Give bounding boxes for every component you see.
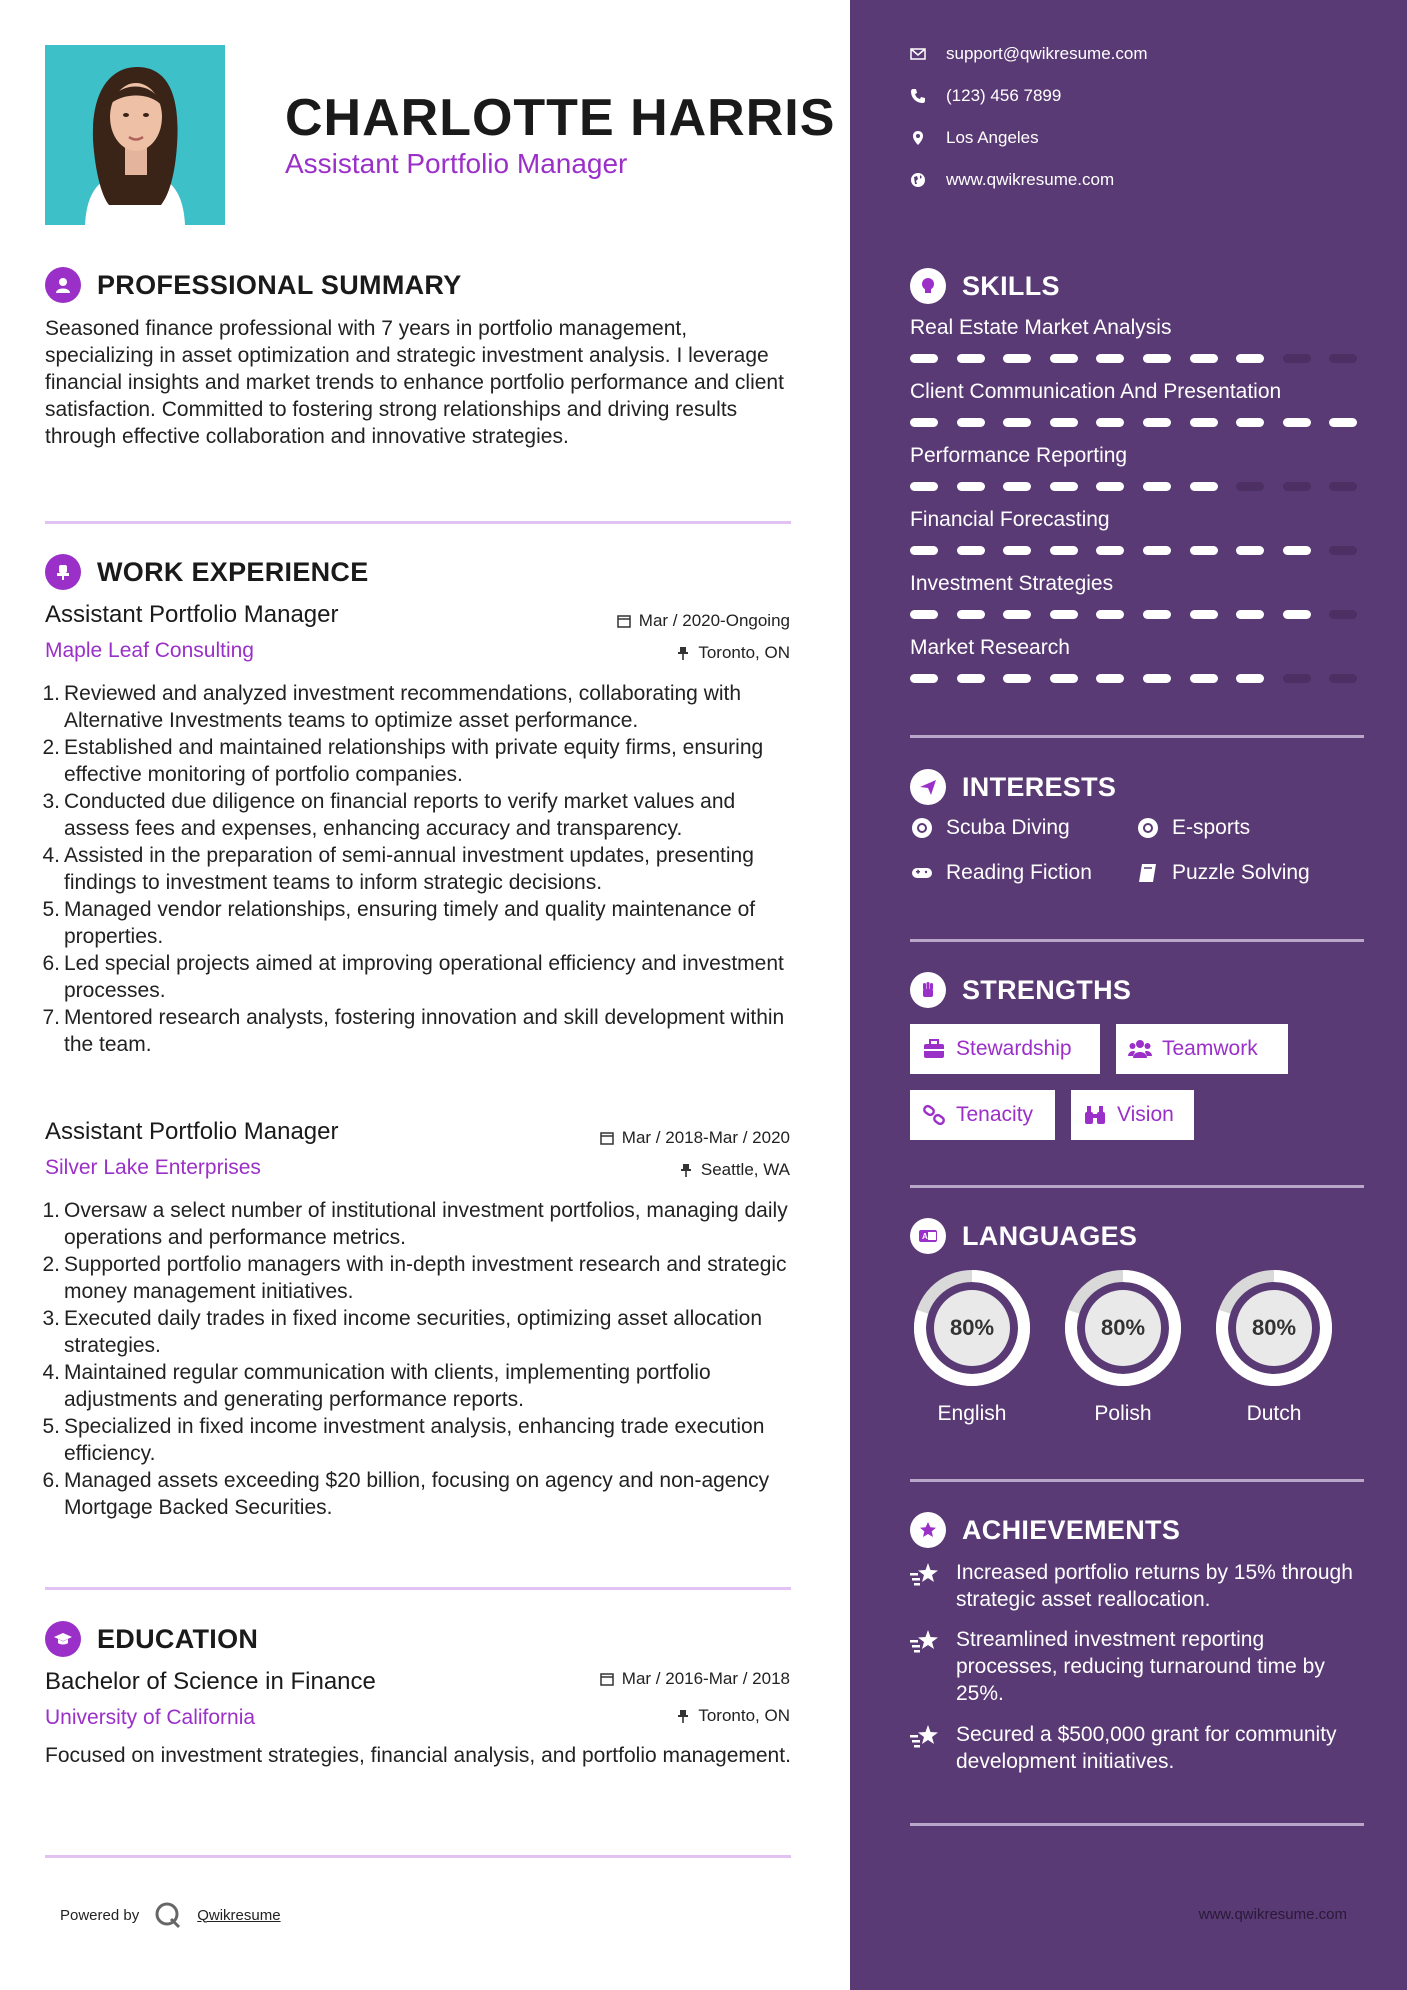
achievement-text: Streamlined investment reporting processes, reducing turnaround time by 25%. <box>956 1628 1325 1705</box>
job-company: Silver Lake Enterprises <box>45 1156 261 1179</box>
divider <box>45 1855 791 1858</box>
skill-level-dash <box>1190 546 1218 555</box>
skill-level-dash <box>1096 354 1124 363</box>
skill-name: Market Research <box>910 636 1070 659</box>
job-company: Maple Leaf Consulting <box>45 639 254 662</box>
powered-by-label: Powered by <box>60 1906 140 1924</box>
language-name: Polish <box>1094 1402 1152 1425</box>
book-icon <box>1136 861 1160 885</box>
skills-title: SKILLS <box>962 270 1060 301</box>
pin-icon <box>676 1709 690 1723</box>
strength-label: Stewardship <box>956 1037 1072 1060</box>
interest-label: Reading Fiction <box>946 861 1092 884</box>
skill-level-dash <box>1283 546 1311 555</box>
job-location <box>679 1160 790 1180</box>
skill-level-dash <box>1283 610 1311 619</box>
skill-name: Performance Reporting <box>910 444 1128 467</box>
education-location <box>676 1706 790 1726</box>
skill-item <box>910 444 1364 492</box>
skill-level-bar <box>910 354 1364 364</box>
skill-level-dash <box>1329 674 1357 683</box>
skill-level-dash <box>1190 610 1218 619</box>
chair-icon <box>45 554 81 590</box>
skill-level-dash <box>1050 546 1078 555</box>
skill-name: Client Communication And Presentation <box>910 380 1282 403</box>
users-icon <box>1128 1038 1152 1060</box>
profile-photo <box>45 45 225 225</box>
skill-level-dash <box>910 674 938 683</box>
list-item: 3. Executed daily trades in fixed income securities, optimizing asset allocation strategies. <box>42 1307 763 1357</box>
skill-level-dash <box>957 674 985 683</box>
list-item: 1. Oversaw a select number of institutional investment portfolios, managing daily operations and performance metrics. <box>42 1199 788 1249</box>
skill-level-dash <box>1236 610 1264 619</box>
pin-icon <box>679 1163 693 1177</box>
interest-label: Puzzle Solving <box>1172 861 1310 884</box>
skill-level-dash <box>1096 418 1124 427</box>
strength-tag <box>1071 1090 1194 1140</box>
graduation-cap-icon <box>45 1621 81 1657</box>
skill-level-dash <box>1143 546 1171 555</box>
education-dates <box>600 1669 790 1689</box>
envelope-icon <box>910 46 926 62</box>
globe-icon <box>910 172 926 188</box>
skill-level-dash <box>1190 674 1218 683</box>
job-location-text: Seattle, WA <box>700 1160 790 1179</box>
list-item: 4. Assisted in the preparation of semi-annual investment updates, presenting findings to investment teams to inform strategic decisions. <box>42 844 754 894</box>
sidebar <box>850 0 1407 1990</box>
link-icon <box>922 1104 946 1126</box>
list-item: 5. Managed vendor relationships, ensuring timely and quality maintenance of properties. <box>42 898 756 948</box>
experience-title: WORK EXPERIENCE <box>97 556 369 587</box>
gamepad-icon <box>910 861 934 885</box>
summary-title: PROFESSIONAL SUMMARY <box>97 269 462 300</box>
interest-item <box>1136 861 1310 885</box>
skill-level-dash <box>1283 482 1311 491</box>
list-item: 2. Established and maintained relationships with private equity firms, ensuring effective monitoring of portfolio companies. <box>42 736 764 786</box>
strength-tag <box>1116 1024 1288 1074</box>
skill-item <box>910 508 1364 556</box>
location-text: Los Angeles <box>946 128 1039 147</box>
skill-level-dash <box>957 354 985 363</box>
language-progress-ring <box>910 1266 1034 1390</box>
pin-icon <box>676 646 690 660</box>
life-ring-icon <box>1136 816 1160 840</box>
language-name: Dutch <box>1246 1402 1302 1425</box>
list-item: 2. Supported portfolio managers with in-depth investment research and strategic money management initiatives. <box>42 1253 787 1303</box>
list-item: 7. Mentored research analysts, fostering innovation and skill development within the team. <box>42 1006 785 1056</box>
skill-level-dash <box>1329 354 1357 363</box>
job-dates-text: Mar / 2018-Mar / 2020 <box>621 1128 790 1147</box>
paper-plane-icon <box>910 769 946 805</box>
skill-level-dash <box>1143 482 1171 491</box>
skill-level-dash <box>1329 482 1357 491</box>
skill-level-dash <box>1096 610 1124 619</box>
summary-heading <box>45 267 462 303</box>
languages-title: LANGUAGES <box>962 1220 1138 1251</box>
skill-level-bar <box>910 482 1364 492</box>
skill-level-dash <box>1003 354 1031 363</box>
school-name: University of California <box>45 1706 256 1729</box>
skill-level-dash <box>1050 610 1078 619</box>
skill-level-dash <box>1236 546 1264 555</box>
candidate-role: Assistant Portfolio Manager <box>285 148 628 179</box>
list-item: 1. Reviewed and analyzed investment recommendations, collaborating with Alternative Investments teams to optimize asset performance. <box>42 682 742 732</box>
contact-website[interactable] <box>910 170 1114 190</box>
footer-powered-by <box>60 1900 281 1930</box>
email-text: support@qwikresume.com <box>946 44 1148 63</box>
divider <box>910 939 1364 942</box>
skill-level-dash <box>1236 418 1264 427</box>
achievement-item <box>910 1559 1364 1613</box>
skill-level-dash <box>1050 482 1078 491</box>
strength-tag <box>910 1090 1055 1140</box>
contact-email[interactable] <box>910 44 1148 64</box>
language-item <box>1212 1266 1336 1426</box>
calendar-icon <box>617 614 631 628</box>
skill-level-dash <box>1050 418 1078 427</box>
interest-label: Scuba Diving <box>946 816 1070 839</box>
job-location-text: Toronto, ON <box>698 643 790 662</box>
interest-item <box>910 861 1092 885</box>
skill-level-dash <box>1003 610 1031 619</box>
experience-heading <box>45 554 369 590</box>
language-progress-ring <box>1061 1266 1185 1390</box>
skill-level-dash <box>1143 674 1171 683</box>
svg-text:A: A <box>922 1232 928 1241</box>
contact-phone[interactable] <box>910 86 1061 106</box>
achievements-title: ACHIEVEMENTS <box>962 1514 1181 1545</box>
education-title: EDUCATION <box>97 1623 259 1654</box>
job-duties <box>38 680 798 1058</box>
language-name: English <box>937 1402 1007 1425</box>
job-title: Assistant Portfolio Manager <box>45 1118 339 1145</box>
strength-label: Vision <box>1117 1103 1174 1126</box>
achievement-item <box>910 1721 1364 1775</box>
skill-item <box>910 316 1364 364</box>
language-progress-ring <box>1212 1266 1336 1390</box>
interest-item <box>910 816 1070 840</box>
strengths-heading <box>910 972 1131 1008</box>
divider <box>910 1185 1364 1188</box>
skill-item <box>910 636 1364 684</box>
degree-title: Bachelor of Science in Finance <box>45 1668 376 1695</box>
education-location-text: Toronto, ON <box>698 1706 790 1725</box>
achievement-item <box>910 1626 1364 1707</box>
language-item <box>910 1266 1034 1426</box>
languages-heading <box>910 1218 1137 1254</box>
language-percent: 80% <box>1251 1315 1297 1340</box>
skill-level-dash <box>910 610 938 619</box>
job-location <box>676 643 790 663</box>
star-badge-icon <box>910 1512 946 1548</box>
interest-label: E-sports <box>1172 816 1251 839</box>
skill-level-dash <box>1050 674 1078 683</box>
language-icon <box>910 1218 946 1254</box>
divider <box>910 1823 1364 1826</box>
divider <box>45 1587 791 1590</box>
skill-level-dash <box>957 610 985 619</box>
achievement-text: Secured a $500,000 grant for community development initiatives. <box>956 1723 1337 1773</box>
skill-level-dash <box>1329 546 1357 555</box>
skill-level-dash <box>957 546 985 555</box>
phone-icon <box>910 88 926 104</box>
briefcase-icon <box>922 1038 946 1060</box>
language-percent: 80% <box>1100 1315 1146 1340</box>
skill-level-dash <box>1096 546 1124 555</box>
skill-level-dash <box>910 546 938 555</box>
language-percent: 80% <box>949 1315 995 1340</box>
skill-level-dash <box>1236 674 1264 683</box>
skill-level-dash <box>1329 418 1357 427</box>
skill-level-dash <box>910 354 938 363</box>
skill-level-dash <box>1096 674 1124 683</box>
education-text: Focused on investment strategies, financial analysis, and portfolio management. <box>45 1744 791 1767</box>
list-item: 5. Specialized in fixed income investment analysis, enhancing trade execution efficiency. <box>42 1415 765 1465</box>
job-duties <box>38 1197 798 1521</box>
skill-name: Real Estate Market Analysis <box>910 316 1172 339</box>
skill-item <box>910 380 1364 428</box>
skill-level-dash <box>1190 354 1218 363</box>
calendar-icon <box>600 1672 614 1686</box>
divider <box>910 1479 1364 1482</box>
achievements-heading <box>910 1512 1180 1548</box>
list-item: 4. Maintained regular communication with clients, implementing portfolio adjustments and generating performance reports. <box>42 1361 711 1411</box>
calendar-icon <box>600 1131 614 1145</box>
map-marker-icon <box>910 130 926 146</box>
website-text: www.qwikresume.com <box>946 170 1115 189</box>
fist-icon <box>910 972 946 1008</box>
shooting-star-icon <box>910 1723 942 1751</box>
interests-heading <box>910 769 1116 805</box>
list-item: 3. Conducted due diligence on financial reports to verify market values and assess fees and expenses, enhancing accuracy and transparency. <box>42 790 736 840</box>
list-item: 6. Managed assets exceeding $20 billion, focusing on agency and non-agency Mortgage Backed Securities. <box>42 1469 770 1519</box>
skill-level-dash <box>957 418 985 427</box>
interest-item <box>1136 816 1250 840</box>
skill-level-dash <box>910 418 938 427</box>
summary-text: Seasoned finance professional with 7 years in portfolio management, specializing in asset optimization and strategic investment analysis. I leverage financial insights and market trends to enhance portfolio performance and client satisfaction. Committed to fostering strong relationships and driving results through effective collaboration and innovative strategies. <box>45 317 784 448</box>
skill-level-dash <box>1003 546 1031 555</box>
phone-text: (123) 456 7899 <box>946 86 1062 105</box>
skill-level-dash <box>1143 354 1171 363</box>
skill-level-dash <box>910 482 938 491</box>
skill-level-bar <box>910 610 1364 620</box>
job-dates <box>600 1128 790 1148</box>
shooting-star-icon <box>910 1628 942 1656</box>
skill-level-dash <box>1283 418 1311 427</box>
skills-heading <box>910 268 1060 304</box>
shooting-star-icon <box>910 1561 942 1589</box>
skill-level-dash <box>1283 674 1311 683</box>
skill-level-bar <box>910 418 1364 428</box>
language-item <box>1061 1266 1185 1426</box>
skill-level-bar <box>910 674 1364 684</box>
contact-location <box>910 128 1039 148</box>
brand-link[interactable]: Qwikresume <box>197 1906 281 1924</box>
list-item: 6. Led special projects aimed at improving operational efficiency and investment processes. <box>42 952 784 1002</box>
skill-level-dash <box>1003 418 1031 427</box>
skill-level-dash <box>1143 610 1171 619</box>
skill-level-dash <box>957 482 985 491</box>
job-dates <box>617 611 790 631</box>
skill-item <box>910 572 1364 620</box>
strength-label: Tenacity <box>956 1103 1034 1126</box>
footer-website[interactable]: www.qwikresume.com <box>1198 1906 1347 1923</box>
skill-name: Financial Forecasting <box>910 508 1110 531</box>
achievement-text: Increased portfolio returns by 15% through strategic asset reallocation. <box>956 1561 1353 1611</box>
job-dates-text: Mar / 2020-Ongoing <box>638 611 790 630</box>
skill-level-dash <box>1096 482 1124 491</box>
portrait-image <box>45 45 225 225</box>
qwikresume-logo-icon <box>153 1900 183 1930</box>
candidate-name: CHARLOTTE HARRIS <box>285 89 836 147</box>
lightbulb-icon <box>910 268 946 304</box>
education-dates-text: Mar / 2016-Mar / 2018 <box>621 1669 790 1688</box>
skill-level-dash <box>1236 482 1264 491</box>
skill-level-dash <box>1236 354 1264 363</box>
education-heading <box>45 1621 258 1657</box>
binoculars-icon <box>1083 1104 1107 1126</box>
skill-level-dash <box>1283 354 1311 363</box>
skill-level-dash <box>1003 674 1031 683</box>
skill-level-dash <box>1190 418 1218 427</box>
user-icon <box>45 267 81 303</box>
skill-level-dash <box>1329 610 1357 619</box>
strength-tag <box>910 1024 1100 1074</box>
divider <box>910 735 1364 738</box>
life-ring-icon <box>910 816 934 840</box>
divider <box>45 521 791 524</box>
skill-level-bar <box>910 546 1364 556</box>
skill-level-dash <box>1190 482 1218 491</box>
job-title: Assistant Portfolio Manager <box>45 601 339 628</box>
skill-name: Investment Strategies <box>910 572 1114 595</box>
skill-level-dash <box>1003 482 1031 491</box>
strengths-title: STRENGTHS <box>962 974 1132 1005</box>
skill-level-dash <box>1143 418 1171 427</box>
interests-title: INTERESTS <box>962 771 1117 802</box>
skill-level-dash <box>1050 354 1078 363</box>
strength-label: Teamwork <box>1162 1037 1258 1060</box>
